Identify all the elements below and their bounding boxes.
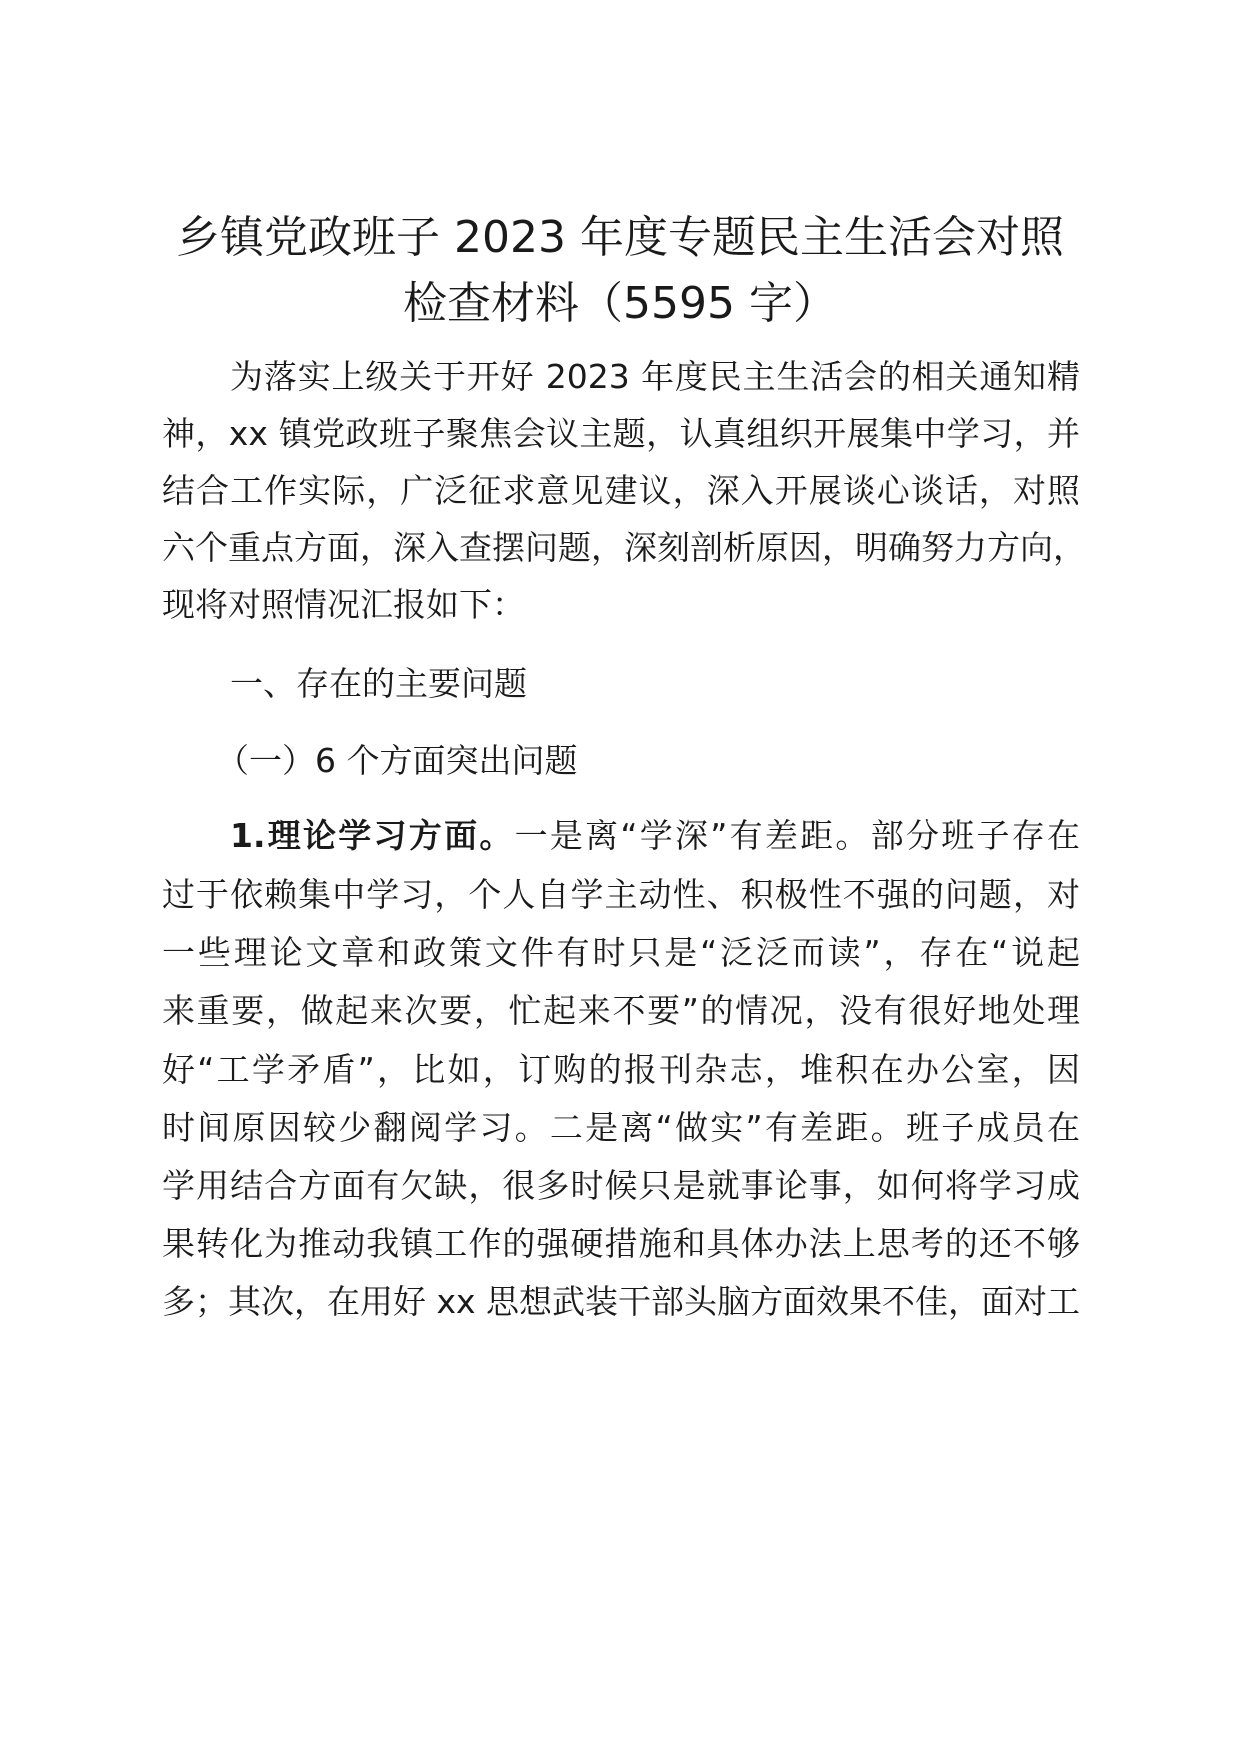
body-line: 来重要，做起来次要，忙起来不要”的情况，没有很好地处理 xyxy=(162,991,1080,1030)
intro-line: 六个重点方面，深入查摆问题，深刻剖析原因，明确努力方向， xyxy=(162,528,1086,567)
intro-line: 结合工作实际，广泛征求意见建议，深入开展谈心谈话，对照 xyxy=(162,471,1080,510)
body-line: 一些理论文章和政策文件有时只是“泛泛而读”，存在“说起 xyxy=(162,933,1080,972)
section1-first-line xyxy=(230,816,1080,856)
intro-line: 现将对照情况汇报如下： xyxy=(162,585,525,624)
intro-line: 神，xx 镇党政班子聚焦会议主题，认真组织开展集中学习，并 xyxy=(162,414,1080,453)
body-line: 多；其次，在用好 xx 思想武装干部头脑方面效果不佳，面对工 xyxy=(162,1282,1081,1321)
intro-line: 为落实上级关于开好 2023 年度民主生活会的相关通知精 xyxy=(230,357,1080,396)
body-line: 果转化为推动我镇工作的强硬措施和具体办法上思考的还不够 xyxy=(162,1224,1080,1263)
document-title-line-2: 检查材料（5595 字） xyxy=(403,278,837,329)
body-line: 好“工学矛盾”，比如，订购的报刊杂志，堆积在办公室，因 xyxy=(162,1050,1080,1089)
body-line: 时间原因较少翻阅学习。二是离“做实”有差距。班子成员在 xyxy=(162,1108,1080,1147)
section1-lead: 1.理论学习方面。 xyxy=(230,816,515,855)
body-line: 学用结合方面有欠缺，很多时候只是就事论事，如何将学习成 xyxy=(162,1166,1080,1205)
section-heading-1: 一、存在的主要问题 xyxy=(230,664,527,703)
document-title-line-1: 乡镇党政班子 2023 年度专题民主生活会对照 xyxy=(176,212,1064,263)
body-line: 过于依赖集中学习，个人自学主动性、积极性不强的问题，对 xyxy=(162,875,1080,914)
section-heading-2: （一）6 个方面突出问题 xyxy=(216,741,578,780)
section1-first-line-text: 一是离“学深”有差距。部分班子存在 xyxy=(514,816,1080,855)
